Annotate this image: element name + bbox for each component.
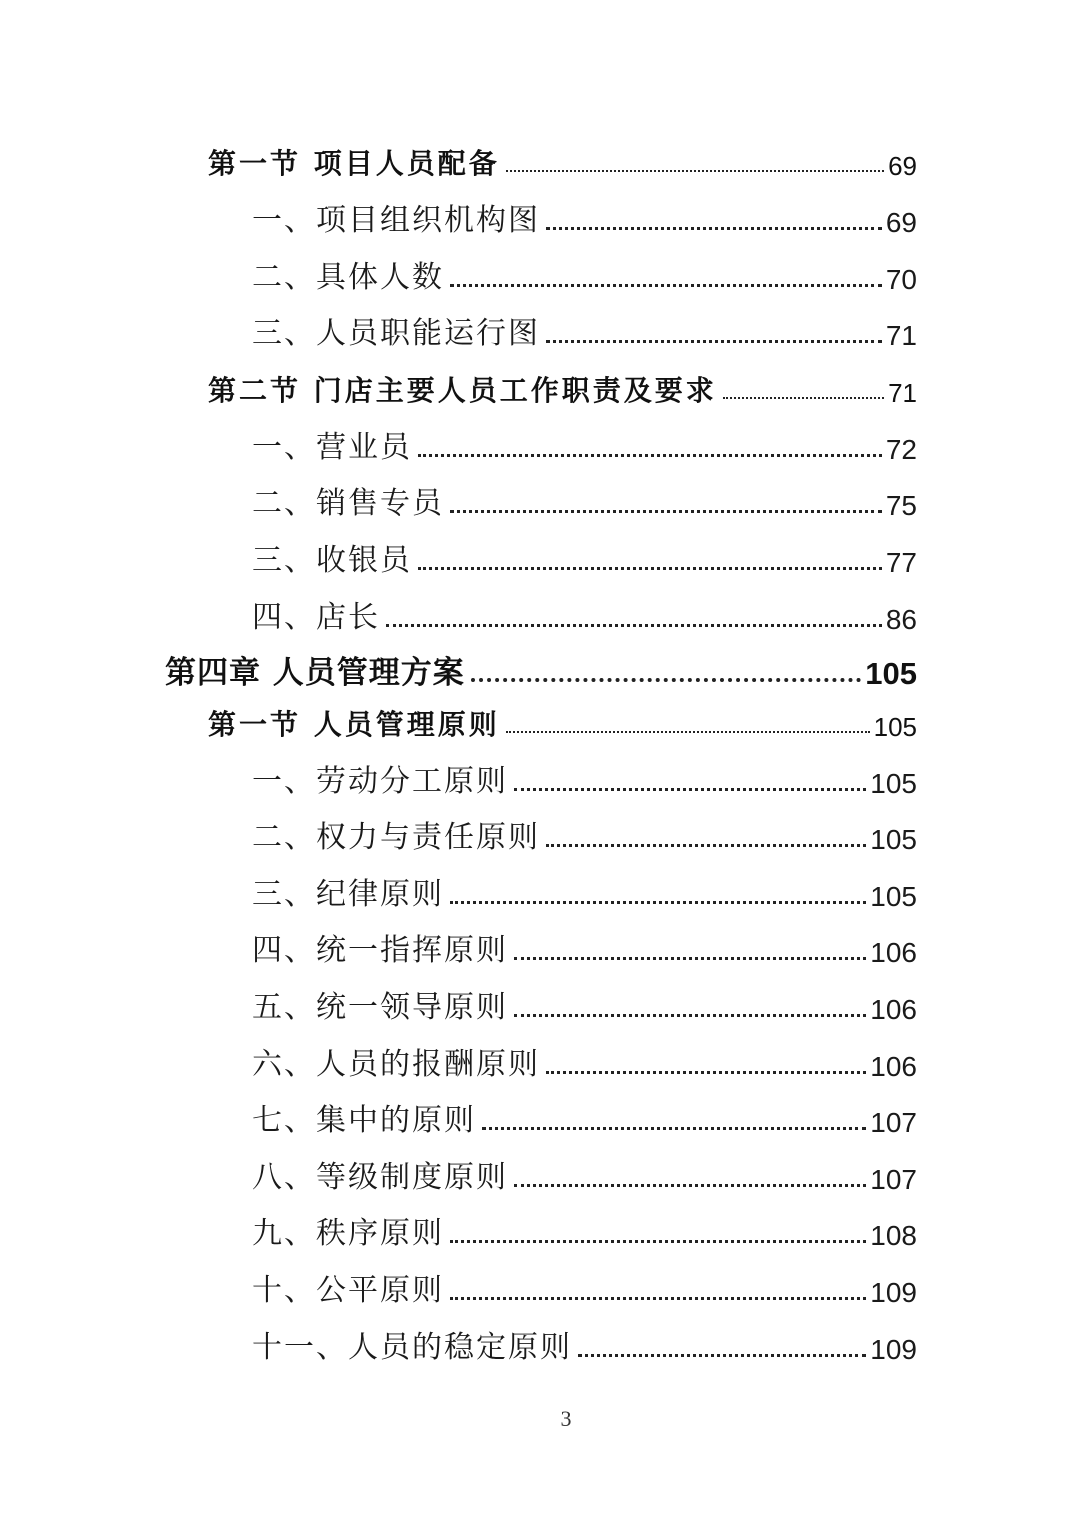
toc-entry-page: 71 <box>885 320 917 351</box>
dot-leader <box>386 624 882 627</box>
toc-entry-item[interactable] <box>252 1152 917 1196</box>
toc-entry-item[interactable] <box>252 535 917 579</box>
toc-entry-title: 一、项目组织机构图 <box>252 203 540 238</box>
toc-entry-item[interactable] <box>252 812 917 856</box>
toc-entry-item[interactable] <box>252 982 917 1026</box>
toc-entry-page: 70 <box>885 264 917 295</box>
toc-entry-page: 86 <box>885 604 917 635</box>
dot-leader <box>514 788 866 791</box>
toc-entry-page: 109 <box>870 1277 917 1308</box>
toc-entry-item[interactable] <box>252 252 917 296</box>
toc-entry-item[interactable] <box>252 308 917 352</box>
toc-entry-page: 105 <box>870 824 917 855</box>
toc-entry-page: 69 <box>888 151 917 181</box>
toc-entry-title: 二、销售专员 <box>252 486 444 521</box>
toc-entry-title: 十一、人员的稳定原则 <box>252 1330 572 1365</box>
toc-entry-title: 十、公平原则 <box>252 1273 444 1308</box>
toc-entry-item[interactable] <box>252 756 917 800</box>
dot-leader <box>450 1240 866 1243</box>
toc-entry-item[interactable] <box>252 1095 917 1139</box>
toc-entry-title: 第四章 人员管理方案 <box>165 655 465 691</box>
toc-entry-item[interactable] <box>252 478 917 522</box>
toc-entry-page: 77 <box>885 547 917 578</box>
toc-entry-page: 105 <box>870 768 917 799</box>
toc-entry-page: 107 <box>870 1107 917 1138</box>
toc-entry-item[interactable] <box>252 592 917 636</box>
dot-leader <box>450 510 882 513</box>
toc-entry-item[interactable] <box>252 1265 917 1309</box>
toc-entry-title: 一、营业员 <box>252 430 412 465</box>
dot-leader <box>546 844 866 847</box>
toc-entry-page: 72 <box>885 434 917 465</box>
toc-entry-title: 第一节 人员管理原则 <box>208 708 500 741</box>
dot-leader <box>546 1071 866 1074</box>
toc-entry-page: 105 <box>873 712 917 742</box>
toc-entry-section[interactable] <box>208 138 917 182</box>
toc-entry-title: 三、纪律原则 <box>252 877 444 912</box>
toc-entry-title: 第一节 项目人员配备 <box>208 147 500 180</box>
toc-entry-title: 三、收银员 <box>252 543 412 578</box>
toc-entry-item[interactable] <box>252 869 917 913</box>
dot-leader <box>418 567 882 570</box>
toc-entry-title: 八、等级制度原则 <box>252 1160 508 1195</box>
toc-entry-page: 108 <box>870 1220 917 1251</box>
dot-leader <box>450 284 882 287</box>
toc-entry-page: 75 <box>885 490 917 521</box>
toc-entry-page: 109 <box>870 1334 917 1365</box>
dot-leader <box>546 227 882 230</box>
dot-leader <box>482 1127 866 1130</box>
dot-leader <box>546 340 882 343</box>
dot-leader <box>514 957 866 960</box>
dot-leader <box>506 170 884 172</box>
dot-leader <box>514 1184 866 1187</box>
toc-entry-item[interactable] <box>252 925 917 969</box>
dot-leader <box>471 678 861 682</box>
toc-entry-title: 四、统一指挥原则 <box>252 933 508 968</box>
dot-leader <box>450 901 866 904</box>
toc-entry-title: 七、集中的原则 <box>252 1103 476 1138</box>
toc-entry-title: 四、店长 <box>252 600 380 635</box>
toc-entry-title: 第二节 门店主要人员工作职责及要求 <box>208 374 717 407</box>
toc-entry-section[interactable] <box>208 699 917 743</box>
dot-leader <box>514 1014 866 1017</box>
toc-entry-item[interactable] <box>252 1322 917 1366</box>
toc-entry-page: 107 <box>870 1164 917 1195</box>
toc-entry-item[interactable] <box>252 1039 917 1083</box>
toc-entry-title: 二、具体人数 <box>252 260 444 295</box>
toc-entry-item[interactable] <box>252 195 917 239</box>
dot-leader <box>723 397 884 399</box>
dot-leader <box>418 454 882 457</box>
toc-entry-item[interactable] <box>252 1208 917 1252</box>
dot-leader <box>450 1297 866 1300</box>
toc-entry-title: 九、秩序原则 <box>252 1216 444 1251</box>
toc-entry-title: 三、人员职能运行图 <box>252 316 540 351</box>
toc-entry-title: 二、权力与责任原则 <box>252 820 540 855</box>
toc-entry-section[interactable] <box>208 365 917 409</box>
toc-entry-chapter[interactable] <box>165 648 917 692</box>
toc-entry-title: 五、统一领导原则 <box>252 990 508 1025</box>
page-number: 3 <box>560 1406 572 1431</box>
toc-entry-page: 105 <box>865 656 917 691</box>
toc-entry-page: 71 <box>888 378 917 408</box>
toc-entry-title: 一、劳动分工原则 <box>252 764 508 799</box>
dot-leader <box>506 731 870 733</box>
toc-entry-page: 106 <box>870 994 917 1025</box>
toc-entry-page: 69 <box>885 207 917 238</box>
toc-entry-title: 六、人员的报酬原则 <box>252 1047 540 1082</box>
dot-leader <box>578 1354 866 1357</box>
toc-entry-item[interactable] <box>252 422 917 466</box>
toc-entry-page: 106 <box>870 937 917 968</box>
toc-entry-page: 106 <box>870 1051 917 1082</box>
toc-entry-page: 105 <box>870 881 917 912</box>
